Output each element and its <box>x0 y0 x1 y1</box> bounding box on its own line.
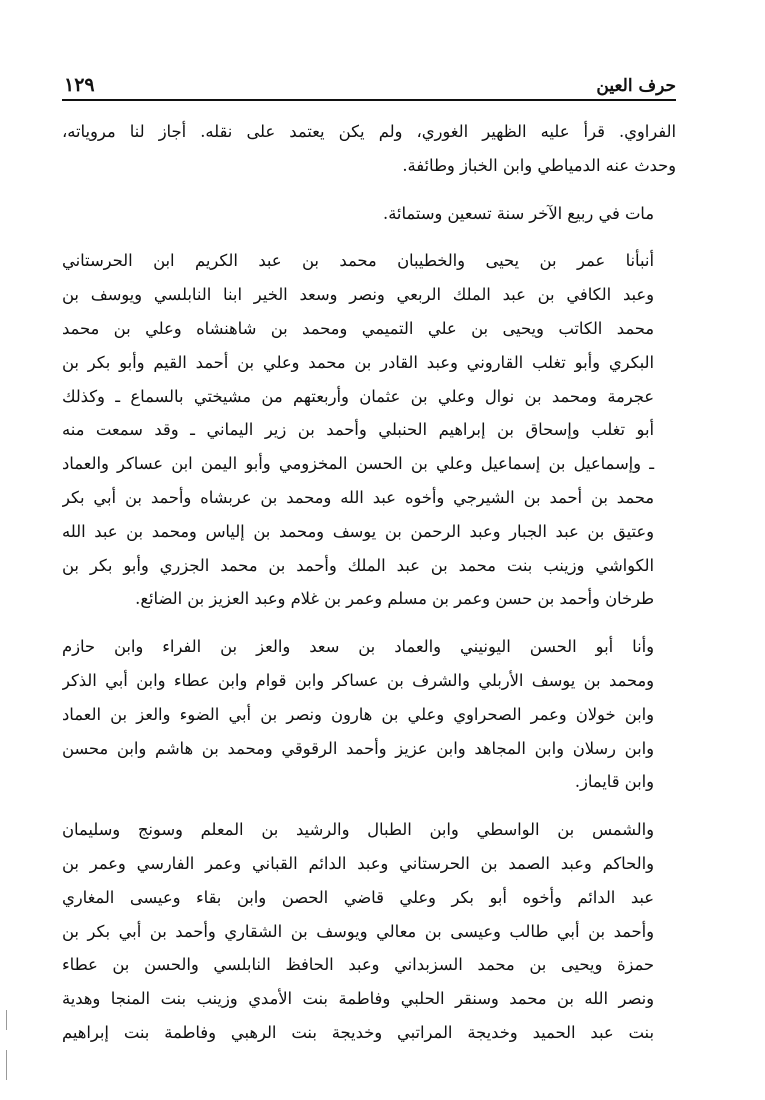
text-line: ـ وإسماعيل بن إسماعيل وعلي بن الحسن المخزومي وأبو اليمن ابن عساكر والعماد <box>62 454 654 474</box>
text-line: والحاكم وعبد الصمد بن الحرستاني وعبد الدائم القباني وعمر الفارسي وعمر بن <box>62 853 654 873</box>
text-line: مات في ربيع الآخر سنة تسعين وستمائة. <box>383 203 654 223</box>
paragraph <box>62 630 676 799</box>
text-line: والشمس بن الواسطي وابن الطبال والرشيد بن المعلم وسونج وسليمان <box>62 820 654 840</box>
page-header <box>62 68 676 101</box>
text-line: الكواشي وزينب بنت محمد بن عبد الملك وأحمد بن محمد الجزري وأبو بكر بن <box>62 555 654 575</box>
book-page <box>62 68 676 1078</box>
text-line: ونصر الله بن محمد وسنقر الحلبي وفاطمة بنت الأمدي وزينب بنت المنجا وهدية <box>62 989 654 1009</box>
page-body <box>62 115 676 1050</box>
text-line: عجرمة ومحمد بن نوال وعلي بن عثمان وأربعتهم من مشيختي بالسماع ـ وكذلك <box>62 386 654 406</box>
text-line: وابن رسلان وابن المجاهد وابن عزيز وأحمد الرقوقي ومحمد بن هاشم وابن محسن <box>62 738 654 758</box>
paragraph <box>62 197 676 231</box>
text-line: وعبد الكافي بن عبد الملك الربعي ونصر وسعد الخير ابنا النابلسي ويوسف بن <box>62 285 654 305</box>
text-line: الفراوي. قرأ عليه الظهير الغوري، ولم يكن يعتمد على نقله. أجاز لنا مروياته، <box>62 122 676 141</box>
scan-edge-mark <box>6 1010 7 1030</box>
paragraph <box>62 115 676 183</box>
text-line: عبد الدائم وأخوه أبو بكر وعلي قاضي الحصن وابن بقاء وعيسى المغاري <box>62 887 654 907</box>
text-line: وعتيق بن عبد الجبار وعبد الرحمن بن يوسف ومحمد بن إلياس ومحمد بن عبد الله <box>62 521 654 541</box>
text-line: البكري وأبو تغلب القاروني وعبد القادر بن محمد وعلي بن أحمد القيم وأبو بكر بن <box>62 352 654 372</box>
text-line: وأحمد بن أبي طالب وعيسى بن معالي ويوسف بن الشقاري وأحمد بن أبي بكر بن <box>62 921 654 941</box>
text-line: وأنا أبو الحسن اليونيني والعماد بن سعد والعز بن الفراء وابن حازم <box>62 637 654 657</box>
text-line: محمد بن أحمد بن الشيرجي وأخوه عبد الله ومحمد بن عربشاه وأحمد بن أبي بكر <box>62 487 654 507</box>
text-line: ومحمد بن يوسف الأربلي والشرف بن عساكر وابن قوام وابن عطاء وابن أبي الذكر <box>62 670 654 690</box>
text-line: وابن قايماز. <box>574 772 654 792</box>
paragraph <box>62 244 676 616</box>
text-line: طرخان وأحمد بن حسن وعمر بن مسلم وعمر بن غلام وعبد العزيز بن الضائع. <box>135 589 654 609</box>
text-line: حمزة ويحيى بن محمد السزبداني وعبد الحافظ النابلسي والحسن بن عطاء <box>62 955 654 975</box>
text-line: أبو تغلب وإسحاق بن إبراهيم الحنبلي وأحمد بن زير اليماني ـ وقد سمعت منه <box>62 420 654 440</box>
running-title: حرف العين <box>596 76 676 96</box>
text-line: وابن خولان وعمر الصحراوي وعلي بن هارون ونصر بن أبي الضوء والعز بن العماد <box>62 704 654 724</box>
page-number: ١٢٩ <box>64 74 95 96</box>
text-line: بنت عبد الحميد وخديجة المراتبي وخديجة بنت الرهبي وفاطمة بنت إبراهيم <box>62 1022 654 1042</box>
text-line: وحدث عنه الدمياطي وابن الخباز وطائفة. <box>402 155 676 175</box>
text-line: محمد الكاتب ويحيى بن علي التميمي ومحمد بن شاهنشاه وعلي بن محمد <box>62 318 654 338</box>
paragraph <box>62 813 676 1050</box>
scan-edge-mark <box>6 1050 7 1080</box>
text-line: أنبأنا عمر بن يحيى والخطيبان محمد بن عبد الكريم ابن الحرستاني <box>62 251 654 271</box>
